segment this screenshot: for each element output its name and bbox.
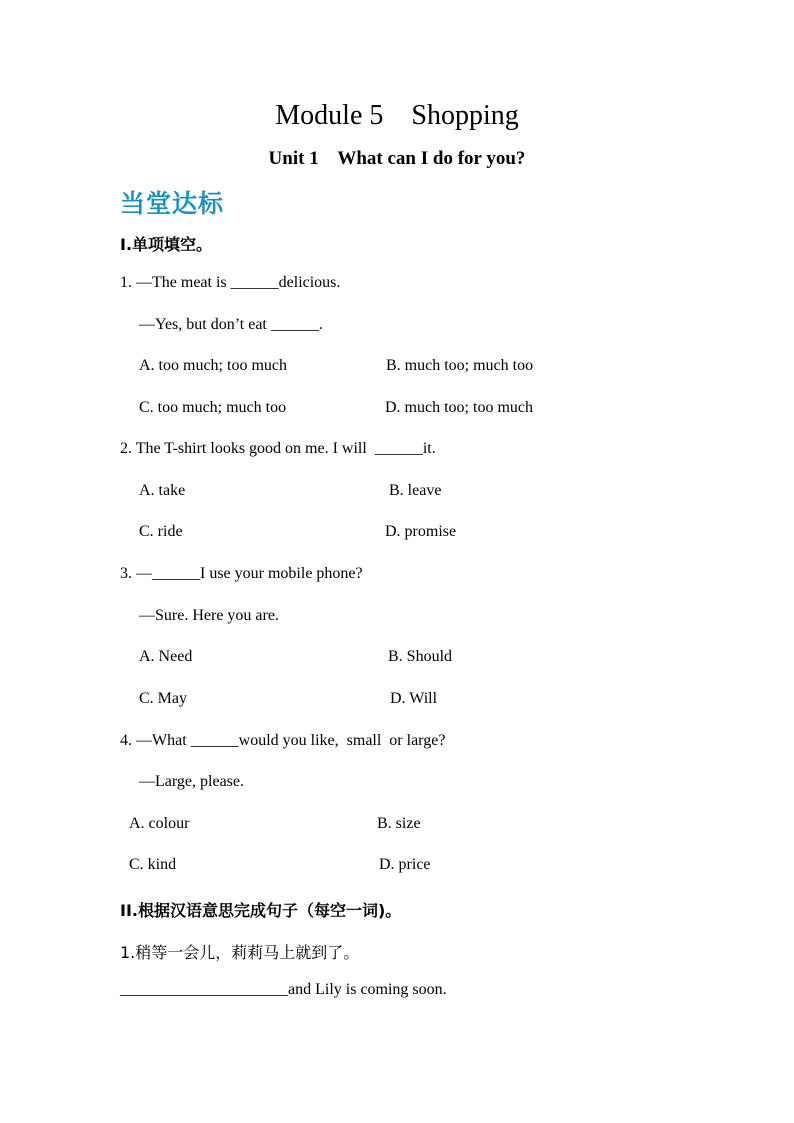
question-2-option-b: B. leave [389, 482, 442, 499]
question-4-option-d: D. price [379, 856, 431, 873]
question-2-option-c: C. ride [139, 523, 183, 540]
question-3-stem: 3. —______I use your mobile phone? [120, 565, 363, 582]
question-3-option-b: B. Should [388, 648, 453, 665]
question-3-option-d: D. Will [390, 690, 438, 707]
question-4-option-a: A. colour [129, 815, 190, 832]
page-title: Module 5 Shopping [275, 100, 519, 131]
question-3-option-a: A. Need [139, 648, 193, 665]
question-4-option-b: B. size [377, 815, 421, 832]
question-2-option-d: D. promise [385, 523, 457, 540]
question-1-option-c: C. too much; much too [139, 399, 287, 416]
question-4-stem: 4. —What ______would you like, small or large? [120, 732, 446, 749]
translation-1-prompt: 1.稍等一会儿，莉莉马上就到了。 [120, 943, 360, 962]
question-2-stem: 2. The T-shirt looks good on me. I will ______it. [120, 440, 436, 457]
translation-1-answer: _____________________and Lily is coming soon. [120, 981, 447, 998]
section-1-title: I.单项填空。 [120, 235, 213, 254]
question-1-option-d: D. much too; too much [385, 399, 533, 416]
question-3-option-c: C. May [139, 690, 187, 707]
question-4-option-c: C. kind [129, 856, 177, 873]
question-1-option-b: B. much too; much too [386, 357, 534, 374]
section-heading-cn: 当堂达标 [120, 189, 225, 218]
question-1-option-a: A. too much; too much [139, 357, 287, 374]
question-1-reply: —Yes, but don’t eat ______. [139, 316, 323, 333]
section-2-title: II.根据汉语意思完成句子（每空一词)。 [120, 901, 402, 920]
question-1-stem: 1. —The meat is ______delicious. [120, 274, 341, 291]
unit-title: Unit 1 What can I do for you? [268, 148, 526, 169]
question-4-reply: —Large, please. [139, 773, 244, 790]
question-3-reply: —Sure. Here you are. [139, 607, 279, 624]
question-2-option-a: A. take [139, 482, 186, 499]
